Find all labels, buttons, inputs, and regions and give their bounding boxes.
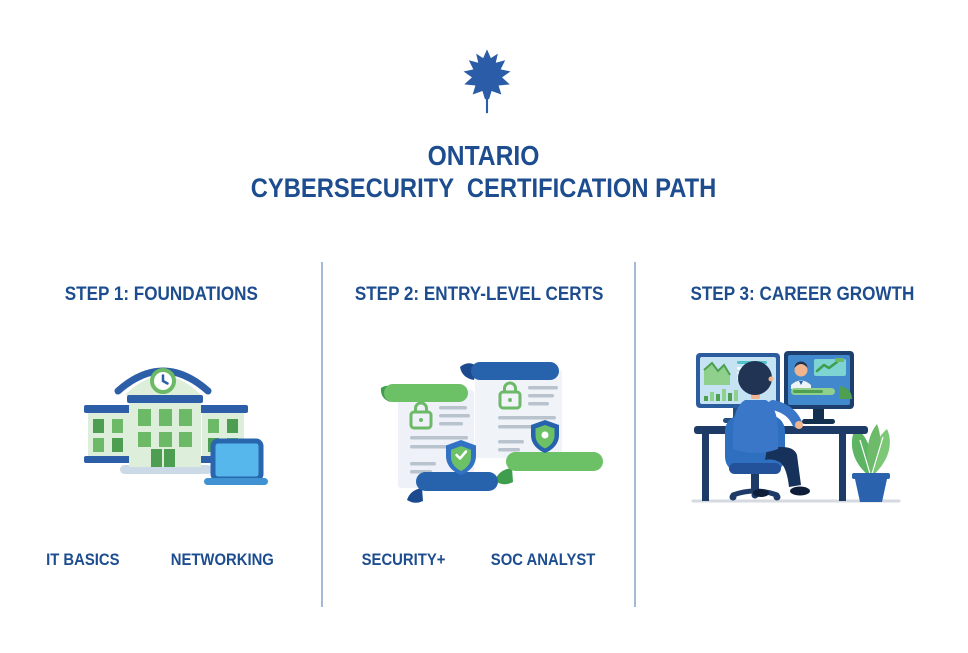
certificate-soc-analyst (460, 362, 603, 484)
step-1-header (0, 284, 322, 306)
title-line1-text: ONTARIO (428, 140, 540, 171)
label-soc-analyst (485, 551, 601, 570)
step-3-header (636, 284, 968, 306)
label-networking (165, 551, 280, 570)
label-security-plus-text: SECURITY+ (361, 551, 446, 569)
label-security-plus (357, 551, 450, 570)
title-line2 (0, 173, 968, 204)
step-1-labels (0, 551, 322, 570)
certificates-illustration (378, 340, 608, 515)
step-3-header-text: STEP 3: CAREER GROWTH (690, 283, 914, 305)
label-networking-text: NETWORKING (171, 551, 275, 569)
title-line2-text: CYBERSECURITY CERTIFICATION PATH (251, 173, 717, 203)
step-2-column (323, 255, 635, 610)
clock-icon (152, 370, 174, 392)
step-2-header-text: STEP 2: ENTRY-LEVEL CERTS (354, 283, 604, 305)
title-line1 (0, 140, 968, 172)
maple-leaf-icon (450, 48, 524, 118)
label-it-basics-text: IT BASICS (46, 551, 120, 569)
step-1-column (0, 255, 322, 610)
step-1-header-text: STEP 1: FOUNDATIONS (64, 283, 258, 305)
step-2-header (323, 284, 635, 306)
label-soc-analyst-text: SOC ANALYST (490, 551, 595, 569)
school-building-illustration (72, 331, 292, 501)
label-it-basics (42, 551, 124, 570)
step-3-column (636, 255, 968, 610)
plant-icon (852, 424, 890, 502)
laptop-icon (204, 441, 268, 485)
analyst-workstation-illustration (681, 337, 911, 512)
step-2-labels (323, 551, 635, 570)
